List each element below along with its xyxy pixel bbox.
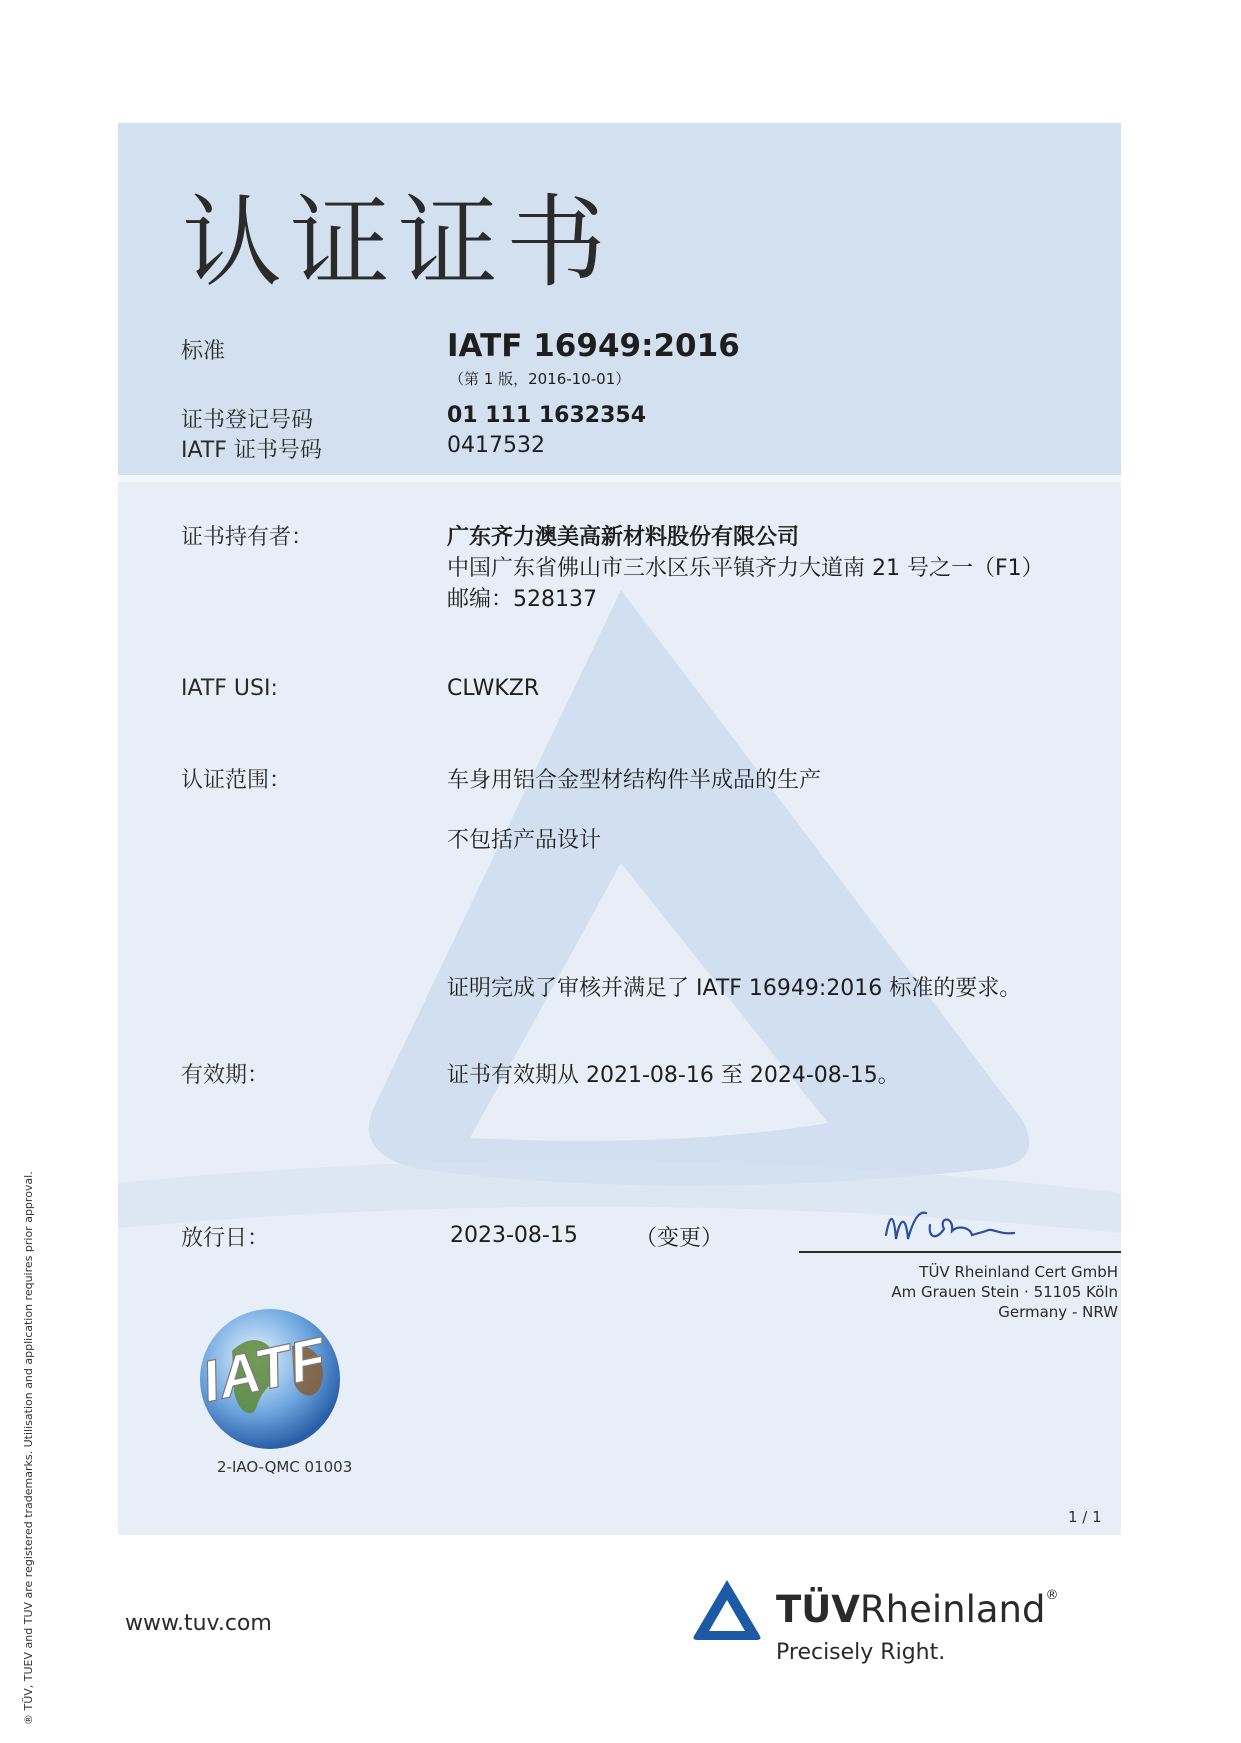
- issuer-line-2: Am Grauen Stein · 51105 Köln: [891, 1283, 1118, 1301]
- tuv-triangle-icon: [692, 1578, 762, 1640]
- iatf-logo-text: IATF: [196, 1325, 332, 1415]
- reg-no-value: 01 111 1632354: [447, 403, 647, 428]
- tuv-brand-rest: Rheinland: [859, 1588, 1046, 1631]
- iatf-logo-code: 2-IAO-QMC 01003: [217, 1458, 353, 1476]
- tuv-registered-mark: ®: [1045, 1588, 1059, 1603]
- reg-no-label: 证书登记号码: [181, 408, 314, 433]
- signature-mark: [880, 1205, 1030, 1255]
- issuer-line-1: TÜV Rheinland Cert GmbH: [919, 1263, 1118, 1281]
- website-link[interactable]: www.tuv.com: [125, 1611, 272, 1636]
- standard-value: IATF 16949:2016: [447, 328, 740, 364]
- certificate-title: 认证证书: [182, 184, 614, 301]
- standard-edition: （第 1 版，2016-10-01）: [449, 370, 631, 388]
- signature-line: [799, 1251, 1121, 1253]
- tuv-brand-bold: TÜV: [776, 1588, 860, 1631]
- holder-address: 中国广东省佛山市三水区乐平镇齐力大道南 21 号之一（F1）: [447, 556, 1044, 581]
- scope-line-2: 不包括产品设计: [447, 828, 602, 853]
- scope-label: 认证范围：: [181, 768, 292, 793]
- usi-value: CLWKZR: [447, 676, 540, 701]
- tuv-brand: [776, 1588, 1058, 1631]
- validity-value: 证书有效期从 2021-08-16 至 2024-08-15。: [447, 1063, 900, 1088]
- usi-label: IATF USI:: [181, 676, 278, 701]
- issuer-line-3: Germany - NRW: [998, 1303, 1118, 1321]
- iatf-no-value: 0417532: [447, 433, 545, 458]
- holder-label: 证书持有者：: [181, 525, 314, 550]
- holder-name: 广东齐力澳美高新材料股份有限公司: [447, 525, 800, 550]
- issue-date: 2023-08-15: [450, 1223, 578, 1248]
- tuv-logo: [692, 1578, 1072, 1678]
- iatf-globe-logo: [182, 1291, 352, 1461]
- certificate-panel: [118, 123, 1121, 1535]
- scope-line-1: 车身用铝合金型材结构件半成品的生产: [447, 768, 822, 793]
- compliance-statement: 证明完成了审核并满足了 IATF 16949:2016 标准的要求。: [447, 976, 1022, 1001]
- trademark-side-note: ® TÜV, TUEV and TUV are registered trademarks. Utilisation and application requires prior approval.: [22, 1171, 35, 1725]
- standard-label: 标准: [181, 339, 226, 364]
- validity-label: 有效期：: [181, 1063, 270, 1088]
- issuer-address-block: [678, 1262, 1118, 1322]
- holder-postcode: 邮编：528137: [447, 587, 597, 612]
- iatf-no-label: IATF 证书号码: [181, 438, 322, 463]
- issue-label: 放行日：: [181, 1226, 270, 1251]
- tuv-slogan: Precisely Right.: [776, 1640, 946, 1665]
- issue-note: （变更）: [635, 1226, 724, 1251]
- page-number: 1 / 1: [1068, 1508, 1102, 1526]
